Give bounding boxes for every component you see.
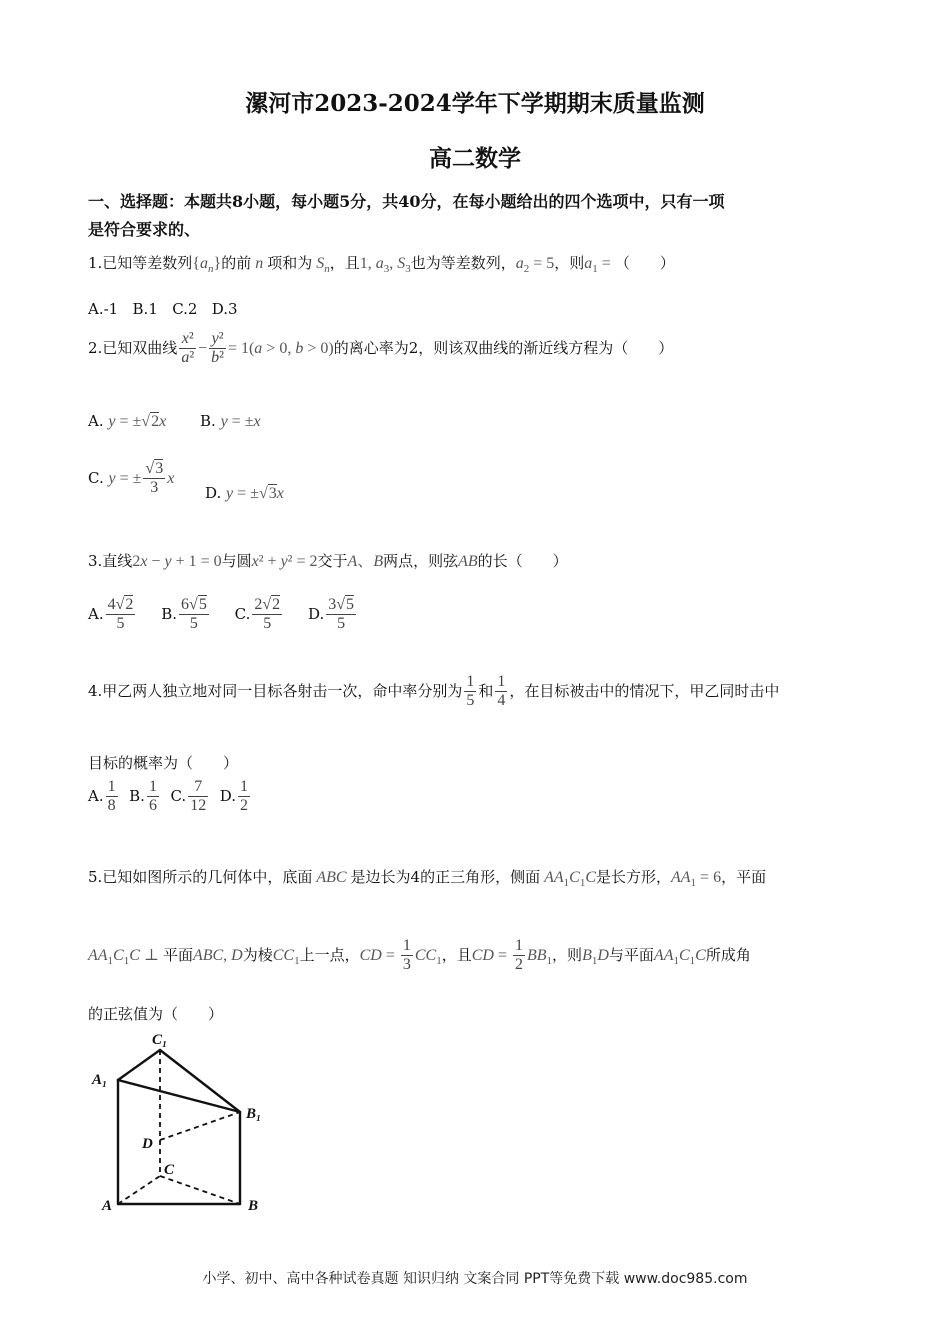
label-d: D [142,1136,153,1152]
q1-options [88,300,238,318]
section-heading-cont: 是符合要求的、 [88,220,201,239]
question-5-line2: $AA_1C_1C$ ⊥ 平面ABC, D为棱$CC_1$上一点，CD = $\frac{1}{3}$ $CC_1$，且CD = $\frac{1}{2}$ $BB_1$，则$B_1D$与平面$AA_1C_1C$所成角 [88,937,751,974]
question-4-cont: 目标的概率为（ ） [88,754,239,772]
label-a1: A₁ [92,1072,108,1088]
prism-figure [90,1028,280,1218]
question-3: 3.直线2x − y + 1 = 0与圆x² + y² = 2交于A、B两点，则弦AB的长（ ） [88,552,568,570]
label-b: B [248,1198,259,1214]
q1-option-c: C.2 [172,300,198,318]
label-a: A [102,1198,113,1214]
q1-option-d: D.3 [211,300,238,318]
question-2: 2.已知双曲线 $\frac{\text{x²}}{\text{a²}}$ − $\frac{\text{y²}}{\text{b²}}$ = 1(a > 0, b > 0)的离心率为2，则该双曲线的渐近线方程为（ ） [88,330,674,367]
q3-options: A. $\frac{4√2}{5}$ B. $\frac{6√5}{5}$ C. $\frac{2√2}{5}$ D. $\frac{3√5}{5}$ [88,596,355,633]
q1-option-a: A.-1 [88,300,119,318]
question-5: 5.已知如图所示的几何体中，底面 ABC 是边长为4的正三角形，侧面 $AA_1C_1C$是长方形，$AA_1 = 6$，平面 [88,868,767,889]
q1-option-b: B.1 [132,300,158,318]
q4-options: A. $\frac{1}{8}$ B. $\frac{1}{6}$ C. $\frac{7}{12}$ D. $\frac{1}{2}$ [88,778,248,815]
q2-option-a: A. y = ±√2x [88,412,167,430]
label-b1: B₁ [246,1106,262,1122]
question-1: 1.已知等差数列$\{a_n\}$的前 n 项和为 $S_n$，且1, $a_3$, $S_3$也为等差数列，$a_2 = 5$，则$a_1$ = （ ） [88,254,675,275]
section-heading: 一、选择题：本题共8小题，每小题5分，共40分，在每小题给出的四个选项中，只有一项 [88,192,725,211]
q2-option-c: C. y = ± $\frac{√3}{3}$ x [88,460,175,497]
page-title: 漯河市2023-2024学年下学期期末质量监测 [245,90,705,117]
page-subtitle: 高二数学 [429,145,521,172]
label-c1: C₁ [152,1032,168,1048]
question-4: 4.甲乙两人独立地对同一目标各射击一次，命中率分别为 $\frac{1}{5}$ 和 $\frac{1}{4}$ ，在目标被击中的情况下，甲乙同时击中 [88,673,780,710]
q2-option-b: B. y = ±x [200,412,261,430]
q2-option-d: D. y = ±√3x [205,484,284,502]
page-footer: 小学、初中、高中各种试卷真题 知识归纳 文案合同 PPT等免费下载 www.doc985.com [202,1271,748,1287]
label-c: C [164,1162,175,1178]
question-5-line3: 的正弦值为（ ） [88,1005,224,1023]
